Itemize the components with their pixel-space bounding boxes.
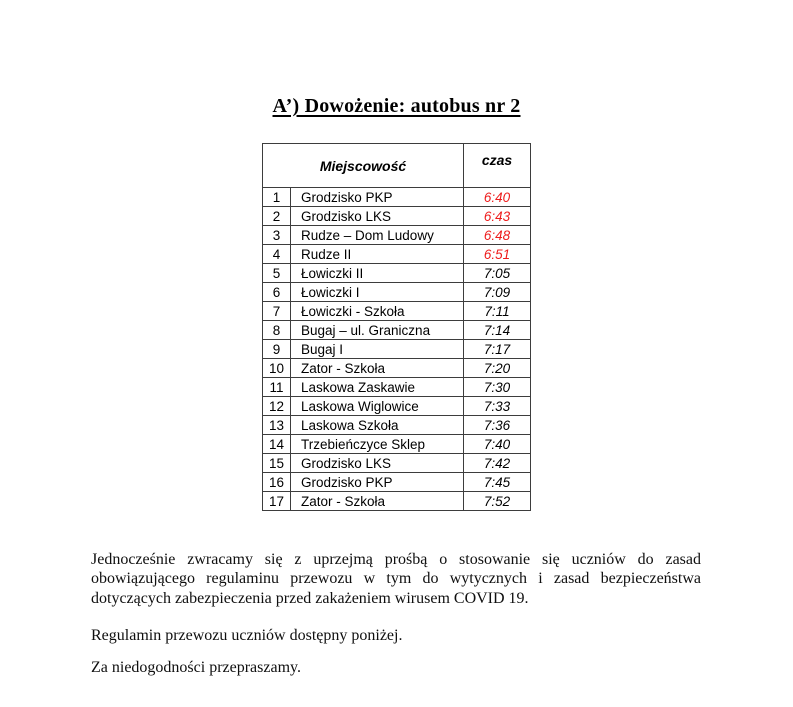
stop-name-cell: Grodzisko PKP	[291, 473, 464, 492]
column-header-time: czas	[464, 144, 531, 188]
stop-time-cell: 6:40	[464, 188, 531, 207]
stop-time-cell: 6:48	[464, 226, 531, 245]
table-row	[263, 397, 531, 416]
stop-number-cell: 16	[263, 473, 291, 492]
table-row	[263, 207, 531, 226]
stop-time-cell: 7:40	[464, 435, 531, 454]
stop-number-cell: 15	[263, 454, 291, 473]
stop-name-cell: Zator - Szkoła	[291, 359, 464, 378]
stop-name-cell: Łowiczki II	[291, 264, 464, 283]
stop-name-cell: Laskowa Zaskawie	[291, 378, 464, 397]
bus-schedule-table	[262, 143, 531, 511]
page-title	[0, 95, 793, 118]
stop-name-cell: Laskowa Wiglowice	[291, 397, 464, 416]
table-row	[263, 340, 531, 359]
stop-time-cell: 7:17	[464, 340, 531, 359]
stop-number-cell: 17	[263, 492, 291, 511]
stop-number-cell: 6	[263, 283, 291, 302]
stop-number-cell: 5	[263, 264, 291, 283]
stop-number-cell: 14	[263, 435, 291, 454]
stop-number-cell: 1	[263, 188, 291, 207]
stop-name-cell: Grodzisko PKP	[291, 188, 464, 207]
stop-time-cell: 7:09	[464, 283, 531, 302]
stop-time-cell: 7:30	[464, 378, 531, 397]
stop-time-cell: 7:11	[464, 302, 531, 321]
table-row	[263, 473, 531, 492]
table-row	[263, 454, 531, 473]
stop-number-cell: 4	[263, 245, 291, 264]
stop-name-cell: Łowiczki I	[291, 283, 464, 302]
stop-name-cell: Grodzisko LKS	[291, 207, 464, 226]
stop-name-cell: Zator - Szkoła	[291, 492, 464, 511]
table-row	[263, 245, 531, 264]
table-header-row	[263, 144, 531, 188]
notice-paragraph: Jednocześnie zwracamy się z uprzejmą prośbą o stosowanie się uczniów do zasad obowiązującego regulaminu przewozu w tym do wytycznych i zasad bezpieczeństwa dotyczących zabezpieczenia przed zakażeniem wirusem COVID 19.	[91, 551, 701, 607]
stop-number-cell: 10	[263, 359, 291, 378]
table-row	[263, 188, 531, 207]
table-row	[263, 283, 531, 302]
stop-time-cell: 6:51	[464, 245, 531, 264]
table-row	[263, 226, 531, 245]
stop-name-cell: Rudze II	[291, 245, 464, 264]
stop-number-cell: 8	[263, 321, 291, 340]
regulations-line: Regulamin przewozu uczniów dostępny poniżej.	[91, 627, 403, 644]
stop-time-cell: 7:33	[464, 397, 531, 416]
stop-name-cell: Bugaj I	[291, 340, 464, 359]
stop-number-cell: 7	[263, 302, 291, 321]
table-row	[263, 359, 531, 378]
stop-number-cell: 11	[263, 378, 291, 397]
stop-name-cell: Rudze – Dom Ludowy	[291, 226, 464, 245]
table-row	[263, 492, 531, 511]
column-header-place: Miejscowość	[263, 144, 464, 188]
table-row	[263, 321, 531, 340]
stop-name-cell: Bugaj – ul. Graniczna	[291, 321, 464, 340]
stop-number-cell: 2	[263, 207, 291, 226]
stop-time-cell: 7:45	[464, 473, 531, 492]
stop-number-cell: 12	[263, 397, 291, 416]
stop-time-cell: 6:43	[464, 207, 531, 226]
stop-time-cell: 7:05	[464, 264, 531, 283]
stop-number-cell: 13	[263, 416, 291, 435]
stop-number-cell: 9	[263, 340, 291, 359]
stop-time-cell: 7:36	[464, 416, 531, 435]
table-row	[263, 416, 531, 435]
stop-name-cell: Łowiczki - Szkoła	[291, 302, 464, 321]
page-title-text: A’) Dowożenie: autobus nr 2	[272, 95, 521, 117]
table-row	[263, 302, 531, 321]
stop-time-cell: 7:52	[464, 492, 531, 511]
stop-name-cell: Grodzisko LKS	[291, 454, 464, 473]
stop-name-cell: Trzebieńczyce Sklep	[291, 435, 464, 454]
stop-number-cell: 3	[263, 226, 291, 245]
stop-time-cell: 7:42	[464, 454, 531, 473]
table-row	[263, 264, 531, 283]
table-row	[263, 378, 531, 397]
stop-time-cell: 7:20	[464, 359, 531, 378]
stop-name-cell: Laskowa Szkoła	[291, 416, 464, 435]
apology-line: Za niedogodności przepraszamy.	[91, 659, 301, 676]
schedule-rows	[263, 188, 531, 511]
table-row	[263, 435, 531, 454]
stop-time-cell: 7:14	[464, 321, 531, 340]
